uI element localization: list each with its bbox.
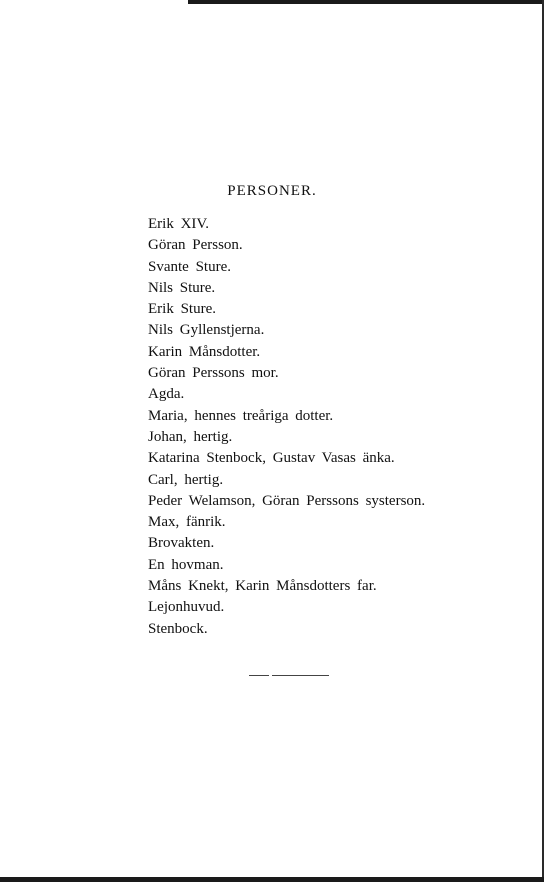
cast-item: Lejonhuvud. bbox=[148, 599, 225, 616]
separator-gap bbox=[269, 674, 272, 677]
cast-item: Brovakten. bbox=[148, 535, 215, 552]
cast-item: Svante Sture. bbox=[148, 258, 231, 275]
cast-list bbox=[148, 214, 425, 640]
cast-item: Stenbock. bbox=[148, 620, 208, 637]
cast-item: Erik XIV. bbox=[148, 216, 210, 232]
cast-item: Maria, hennes treåriga dotter. bbox=[148, 407, 334, 424]
cast-item: Erik Sture. bbox=[148, 301, 216, 318]
page-heading-text: PERSONER. bbox=[227, 183, 317, 199]
section-separator bbox=[249, 675, 329, 676]
cast-item: Katarina Stenbock, Gustav Vasas änka. bbox=[148, 450, 395, 467]
cast-item: Karin Månsdotter. bbox=[148, 343, 261, 360]
cast-item: Carl, hertig. bbox=[148, 471, 224, 488]
cast-item: Göran Persson. bbox=[148, 237, 243, 254]
page-heading bbox=[34, 183, 544, 200]
cast-item: Måns Knekt, Karin Månsdotters far. bbox=[148, 578, 377, 595]
cast-item: Peder Welamson, Göran Perssons systerson. bbox=[148, 492, 426, 509]
cast-item: Johan, hertig. bbox=[148, 428, 233, 445]
bottom-edge-rule bbox=[0, 877, 544, 882]
top-edge-rule bbox=[188, 0, 544, 4]
cast-item: Nils Gyllenstjerna. bbox=[148, 322, 265, 339]
cast-item: Max, fänrik. bbox=[148, 514, 226, 531]
cast-item: En hovman. bbox=[148, 556, 224, 573]
cast-item: Nils Sture. bbox=[148, 279, 216, 296]
cast-item: Agda. bbox=[148, 386, 185, 403]
cast-item: Göran Perssons mor. bbox=[148, 365, 279, 382]
